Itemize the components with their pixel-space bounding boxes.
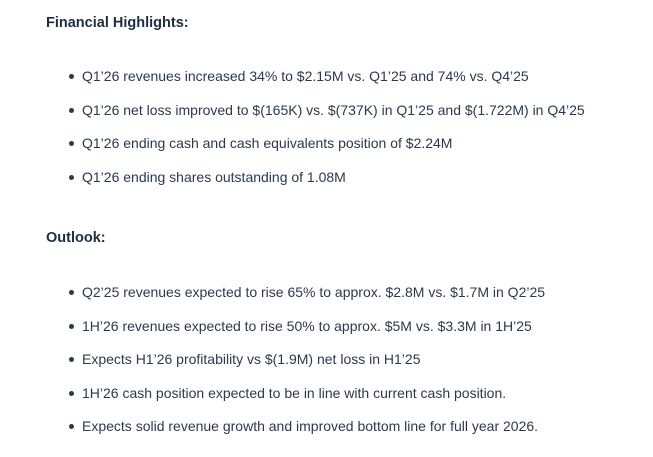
bullet-icon: [69, 324, 74, 329]
list-item: [0, 316, 545, 350]
bullet-icon: [69, 357, 74, 362]
financial-highlights-list: [0, 66, 585, 200]
list-item: [0, 100, 585, 134]
outlook-list: [0, 282, 545, 450]
list-item-text: Q1’26 net loss improved to $(165K) vs. $(737K) in Q1’25 and $(1.722M) in Q4’25: [82, 101, 585, 118]
bullet-icon: [69, 74, 74, 79]
list-item: [0, 66, 585, 100]
list-item-text: 1H’26 revenues expected to rise 50% to approx. $5M vs. $3.3M in 1H’25: [82, 317, 532, 334]
list-item-text: Expects solid revenue growth and improved bottom line for full year 2026.: [82, 418, 539, 434]
bullet-icon: [69, 175, 74, 180]
list-item-text: Expects H1’26 profitability vs $(1.9M) net loss in H1’25: [82, 351, 421, 367]
bullet-icon: [69, 108, 74, 113]
list-item: [0, 282, 545, 316]
list-item-text: Q1’26 revenues increased 34% to $2.15M vs. Q1’25 and 74% vs. Q4’25: [82, 68, 529, 84]
list-item: [0, 416, 545, 450]
list-item-text: Q1’26 ending cash and cash equivalents position of $2.24M: [82, 135, 453, 151]
list-item: [0, 383, 545, 417]
bullet-icon: [69, 141, 74, 146]
list-item-text: Q1’26 ending shares outstanding of 1.08M: [82, 168, 346, 185]
list-item: [0, 167, 585, 201]
list-item: [0, 349, 545, 383]
bullet-icon: [69, 391, 74, 396]
list-item-text: 1H’26 cash position expected to be in line with current cash position.: [82, 384, 507, 401]
list-item: [0, 133, 585, 167]
outlook-heading: Outlook:: [46, 230, 106, 246]
financial-highlights-heading: Financial Highlights:: [46, 15, 189, 31]
bullet-icon: [69, 290, 74, 295]
bullet-icon: [69, 424, 74, 429]
list-item-text: Q2’25 revenues expected to rise 65% to approx. $2.8M vs. $1.7M in Q2’25: [82, 284, 546, 300]
